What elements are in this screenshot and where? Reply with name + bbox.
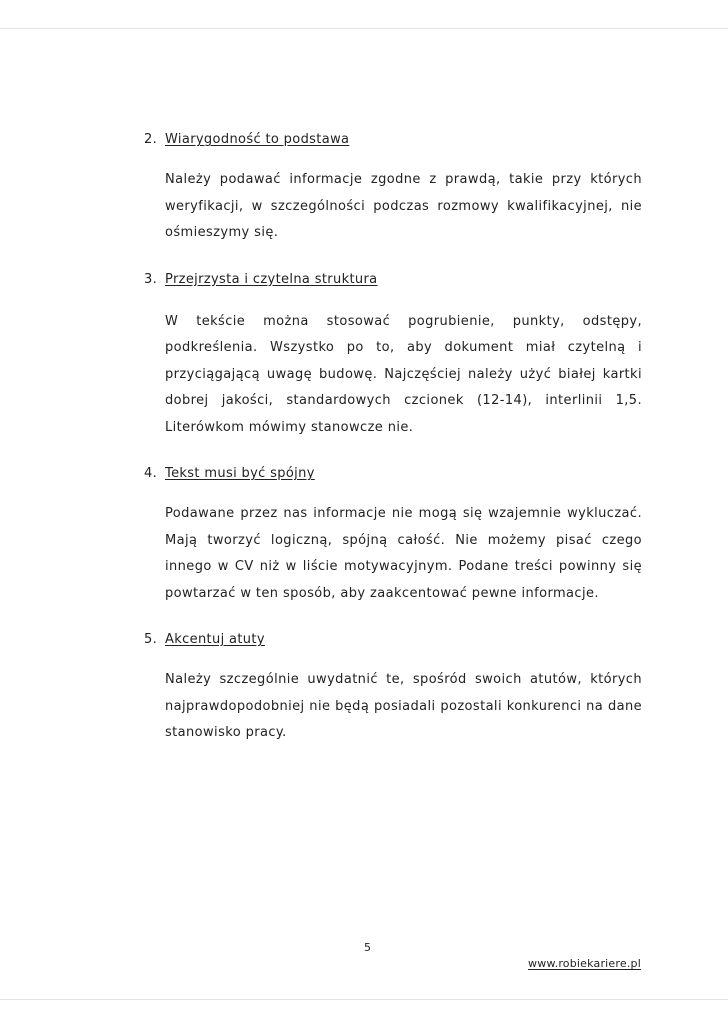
section-number: 5. [144, 632, 158, 647]
document-body [144, 130, 642, 747]
website-link[interactable]: www.robiekariere.pl [528, 957, 641, 970]
section-number: 2. [144, 132, 158, 147]
section-number: 3. [144, 271, 158, 287]
section-heading [144, 464, 642, 484]
section-paragraph: W tekście można stosować pogrubienie, punkty, odstępy, podkreślenia. Wszystko po to, aby dokument miał czytelną i przyciągającą uwagę budowę. Najczęściej należy użyć białej kartki dobrej jakości, standardowych czcionek (12-14), interlinii 1,5. Literówkom mówimy stanowcze nie. [165, 313, 642, 435]
section-heading [144, 270, 642, 290]
section-paragraph: Należy szczególnie uwydatnić te, spośród swoich atutów, których najprawdopodobniej nie będą posiadali pozostali konkurenci na dane stanowisko pracy. [165, 672, 642, 740]
section-coherence [144, 464, 642, 607]
section-title: Tekst musi być spójny [165, 466, 315, 481]
section-heading [144, 630, 642, 650]
section-strengths [144, 630, 642, 747]
page-number: 5 [364, 941, 371, 954]
section-title: Akcentuj atuty [165, 632, 265, 647]
section-heading [144, 130, 642, 150]
page-top-border [0, 28, 728, 29]
page-bottom-border [0, 999, 728, 1000]
section-title: Przejrzysta i czytelna struktura [165, 271, 378, 287]
section-paragraph: Należy podawać informacje zgodne z prawdą, takie przy których weryfikacji, w szczególności podczas rozmowy kwalifikacyjnej, nie ośmieszymy się. [165, 172, 642, 240]
section-number: 4. [144, 466, 158, 481]
section-credibility [144, 130, 642, 247]
section-structure [144, 270, 642, 442]
section-title: Wiarygodność to podstawa [165, 132, 350, 147]
section-paragraph: Podawane przez nas informacje nie mogą się wzajemnie wykluczać. Mają tworzyć logiczną, spójną całość. Nie możemy pisać czego innego w CV niż w liście motywacyjnym. Podane treści powinny się powtarzać w ten sposób, aby zaakcentować pewne informacje. [165, 506, 642, 601]
